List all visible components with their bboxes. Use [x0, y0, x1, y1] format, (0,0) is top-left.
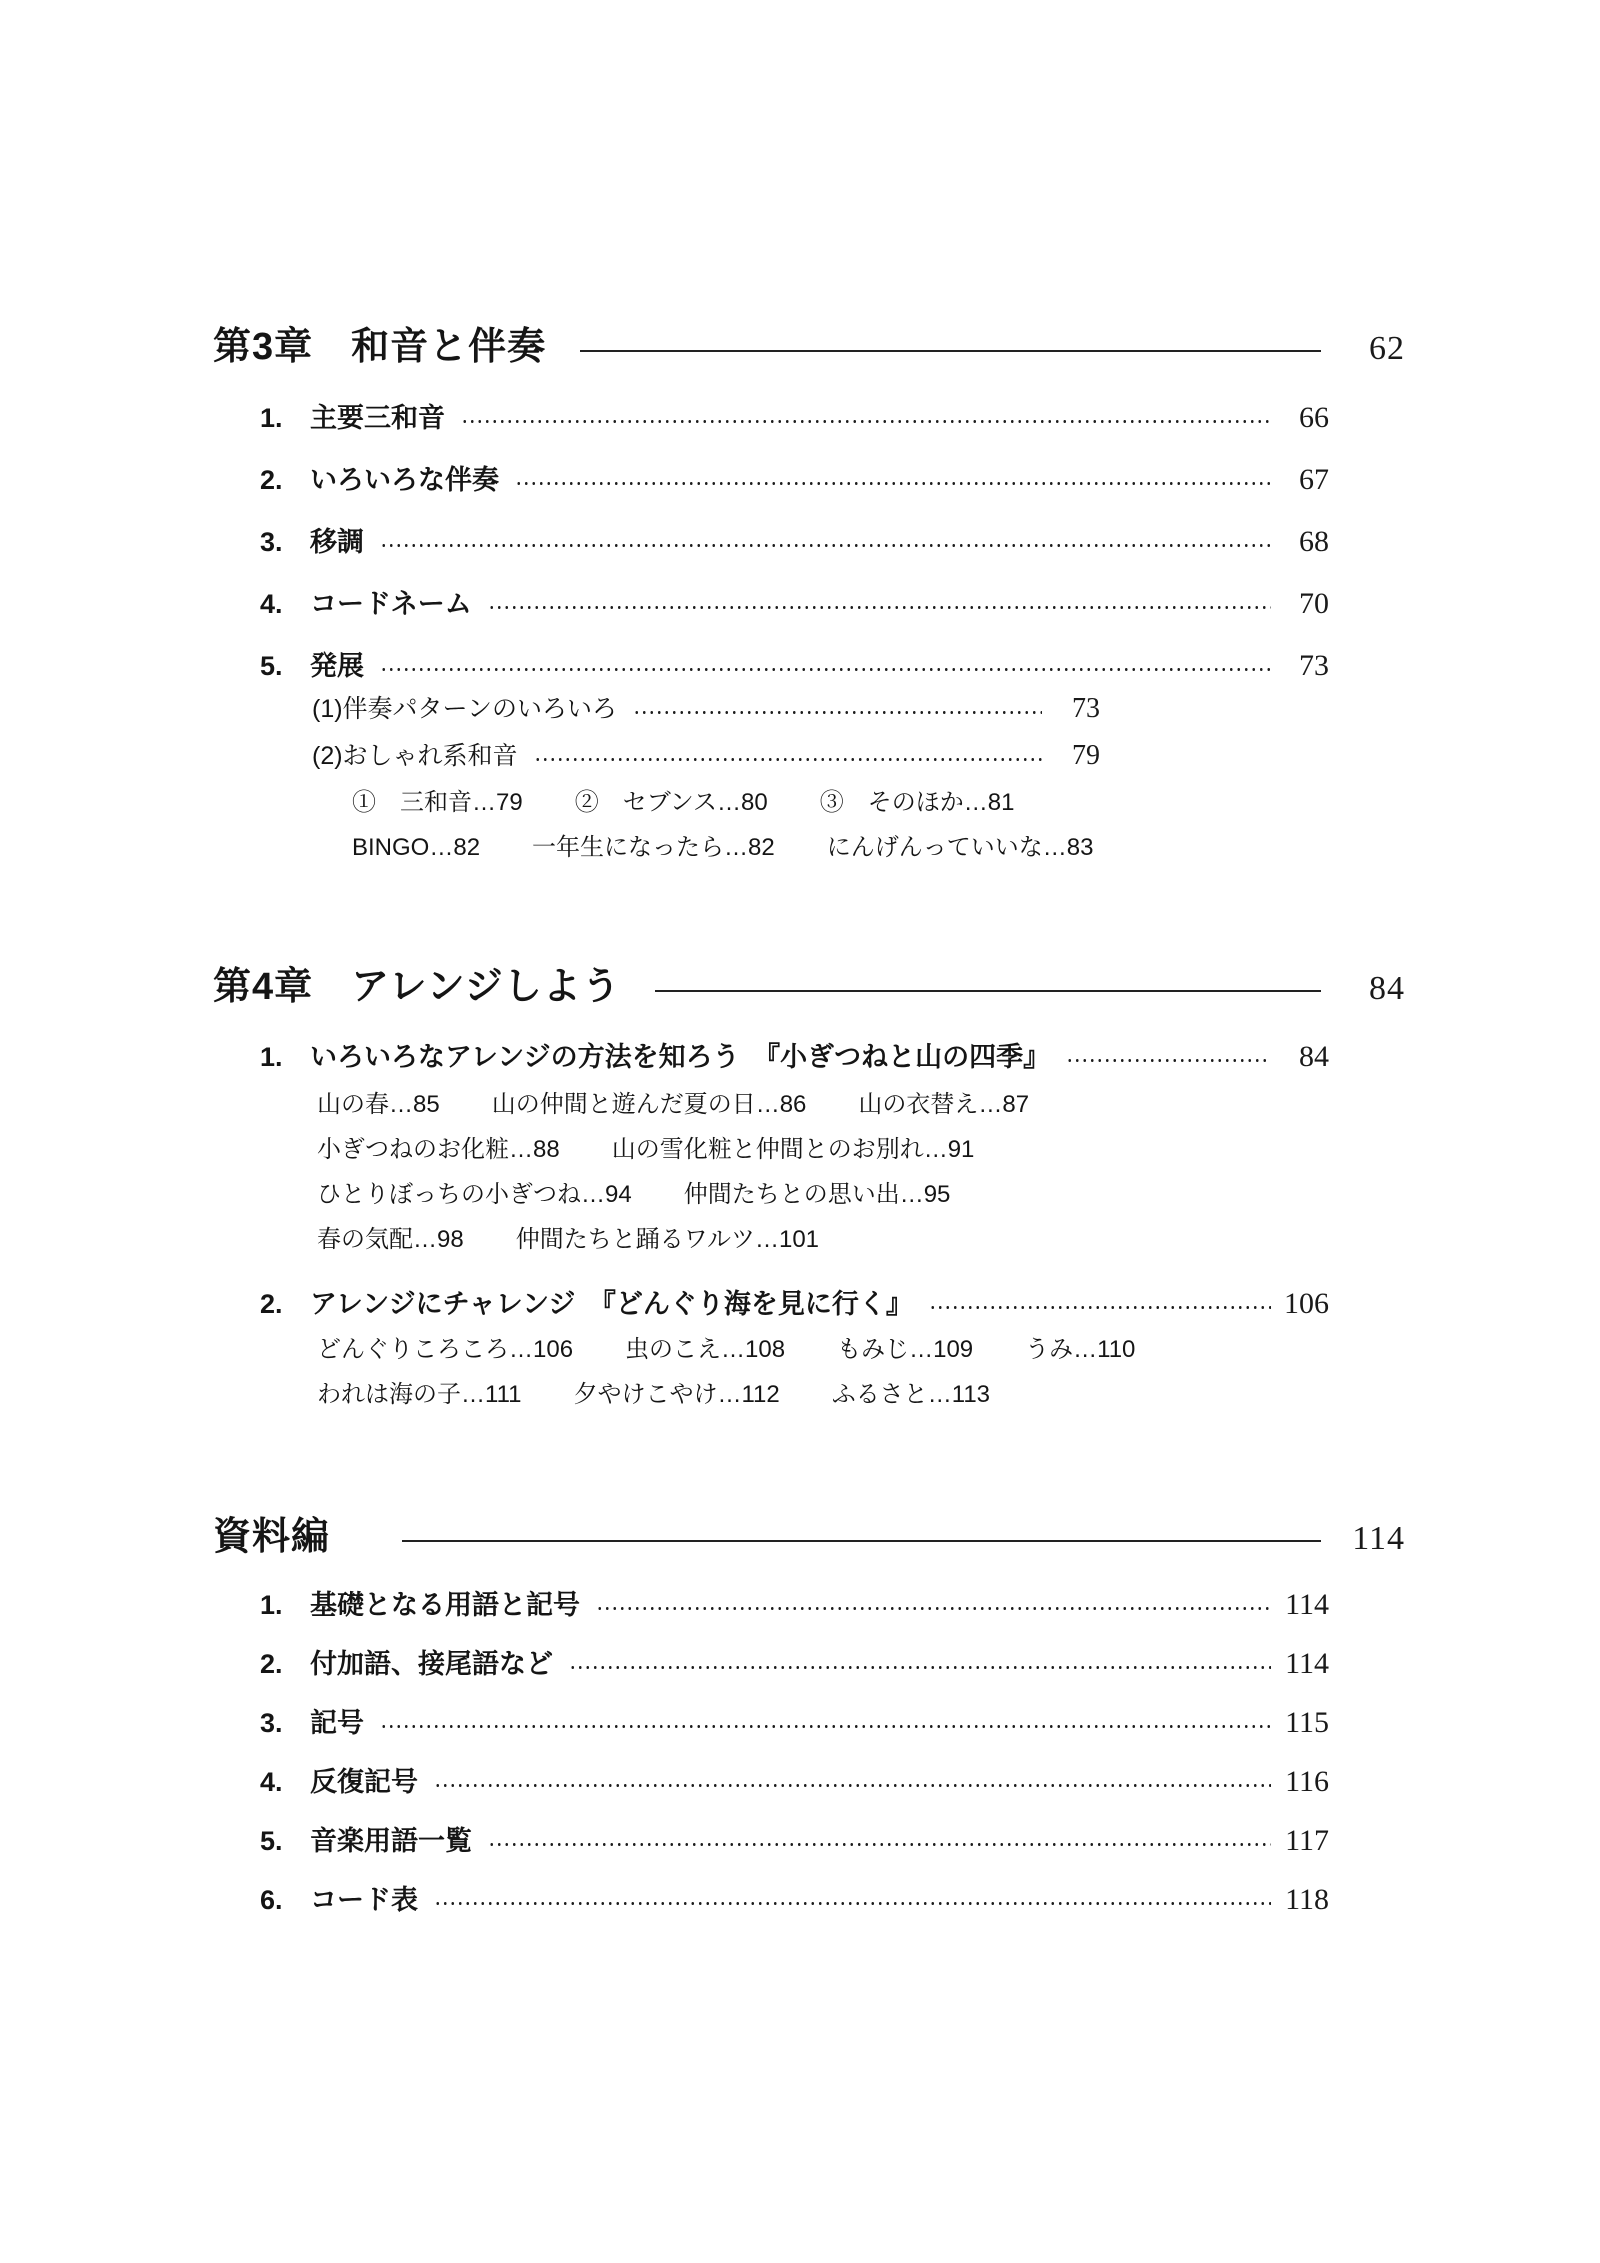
subitem-page-number: 73	[1072, 693, 1100, 724]
song-entry: 小ぎつねのお化粧…88	[317, 1136, 560, 1163]
item-title: アレンジにチャレンジ 『どんぐり海を見に行く』	[310, 1289, 913, 1319]
song-entry: 虫のこえ…108	[625, 1336, 786, 1363]
item-title: 付加語、接尾語など	[310, 1649, 553, 1679]
item-page-number: 84	[1299, 1040, 1329, 1073]
item-title: 音楽用語一覧	[310, 1826, 472, 1856]
item-title: 記号	[310, 1708, 364, 1738]
song-entry: 春の気配…98	[317, 1226, 464, 1253]
toc-item	[260, 525, 1329, 559]
dotted-leader	[380, 544, 1271, 547]
subitem-title: (1)伴奏パターンのいろいろ	[312, 695, 618, 723]
song-entry: ② セブンス…80	[574, 789, 768, 816]
song-list-line	[317, 1089, 1405, 1120]
section-chapter-4	[213, 965, 1405, 1410]
toc-item	[260, 463, 1329, 497]
item-page-number: 114	[1285, 1588, 1329, 1621]
item-number: 6.	[260, 1885, 283, 1915]
toc-item	[260, 1287, 1329, 1321]
item-page-number: 118	[1285, 1883, 1329, 1916]
item-title: いろいろな伴奏	[310, 465, 499, 495]
dotted-leader	[380, 668, 1271, 671]
song-list-line	[352, 787, 1405, 818]
item-number: 2.	[260, 465, 283, 495]
dotted-leader	[534, 758, 1042, 761]
song-entry: 夕やけこやけ…112	[573, 1381, 780, 1408]
toc-subitem	[312, 693, 1100, 725]
song-entry: 山の仲間と遊んだ夏の日…86	[491, 1091, 807, 1118]
section-chapter-3	[213, 325, 1405, 863]
chapter-4-page-number: 84	[1369, 970, 1405, 1007]
dotted-leader	[488, 1843, 1271, 1846]
item-page-number: 106	[1284, 1287, 1329, 1320]
item-number: 1.	[260, 1590, 283, 1620]
item-title: コードネーム	[310, 589, 472, 619]
item-number: 2.	[260, 1649, 283, 1679]
toc-item	[260, 1824, 1329, 1858]
item-title: 移調	[310, 527, 364, 557]
song-entry: 山の春…85	[317, 1091, 440, 1118]
toc-item	[260, 587, 1329, 621]
toc-item	[260, 1647, 1329, 1681]
dotted-leader	[434, 1902, 1271, 1905]
dotted-leader	[929, 1306, 1271, 1309]
item-page-number: 116	[1285, 1765, 1329, 1798]
song-entry: ① 三和音…79	[352, 789, 523, 816]
song-list-line	[317, 1134, 1405, 1165]
item-page-number: 117	[1285, 1824, 1329, 1857]
song-entry: 仲間たちとの思い出…95	[683, 1181, 951, 1208]
dotted-leader	[596, 1607, 1271, 1610]
toc-item	[260, 1706, 1329, 1740]
item-title: 反復記号	[310, 1767, 418, 1797]
chapter-3-title: 和音と伴奏	[351, 326, 547, 368]
chapter-4-heading	[213, 965, 1405, 1011]
reference-page-number: 114	[1352, 1520, 1405, 1557]
dotted-leader	[380, 1725, 1271, 1728]
song-entry: にんげんっていいな…83	[826, 834, 1094, 861]
item-number: 2.	[260, 1289, 283, 1319]
dotted-leader	[434, 1784, 1271, 1787]
item-page-number: 70	[1299, 587, 1329, 620]
item-page-number: 67	[1299, 463, 1329, 496]
chapter-3-heading	[213, 325, 1405, 371]
item-number: 5.	[260, 1826, 283, 1856]
chapter-3-page-number: 62	[1369, 330, 1405, 367]
chapter-4-label: 第4章	[213, 966, 314, 1008]
heading-rule	[655, 990, 1321, 992]
song-list-line	[317, 1334, 1405, 1365]
song-entry: BINGO…82	[352, 834, 481, 861]
toc-subitem	[312, 740, 1100, 772]
item-title: 発展	[310, 651, 364, 681]
dotted-leader	[633, 711, 1042, 714]
toc-item	[260, 1765, 1329, 1799]
song-entry: うみ…110	[1025, 1336, 1136, 1363]
song-list-line	[317, 1379, 1405, 1410]
chapter-4-title: アレンジしよう	[351, 966, 621, 1008]
toc-item	[260, 649, 1329, 683]
reference-heading	[213, 1515, 1405, 1561]
item-number: 4.	[260, 1767, 283, 1797]
song-entry: ふるさと…113	[831, 1381, 991, 1408]
dotted-leader	[569, 1666, 1271, 1669]
song-entry: 一年生になったら…82	[532, 834, 775, 861]
item-number: 1.	[260, 1042, 283, 1072]
dotted-leader	[488, 606, 1271, 609]
item-title: 主要三和音	[310, 403, 445, 433]
song-entry: 山の雪化粧と仲間とのお別れ…91	[611, 1136, 975, 1163]
item-page-number: 66	[1299, 401, 1329, 434]
heading-rule	[580, 350, 1321, 352]
song-entry: ひとりぼっちの小ぎつね…94	[317, 1181, 632, 1208]
item-title: コード表	[310, 1885, 418, 1915]
item-number: 1.	[260, 403, 283, 433]
item-number: 4.	[260, 589, 283, 619]
item-page-number: 115	[1285, 1706, 1329, 1739]
item-title: 基礎となる用語と記号	[310, 1590, 580, 1620]
toc-item	[260, 1883, 1329, 1917]
reference-label: 資料編	[213, 1516, 331, 1558]
song-entry: 仲間たちと踊るワルツ…101	[515, 1226, 820, 1253]
subitem-title: (2)おしゃれ系和音	[312, 742, 518, 770]
item-page-number: 114	[1285, 1647, 1329, 1680]
item-page-number: 68	[1299, 525, 1329, 558]
song-entry: われは海の子…111	[317, 1381, 522, 1408]
dotted-leader	[1066, 1059, 1271, 1062]
song-entry: どんぐりころころ…106	[317, 1336, 574, 1363]
toc-item	[260, 1040, 1329, 1074]
item-title: いろいろなアレンジの方法を知ろう 『小ぎつねと山の四季』	[310, 1042, 1051, 1072]
item-number: 3.	[260, 527, 283, 557]
song-entry: もみじ…109	[837, 1336, 974, 1363]
toc-item	[260, 401, 1329, 435]
song-list-line	[317, 1224, 1405, 1255]
section-reference	[213, 1515, 1405, 1917]
song-list-line	[352, 832, 1405, 863]
song-entry: 山の衣替え…87	[858, 1091, 1030, 1118]
dotted-leader	[461, 420, 1271, 423]
toc-item	[260, 1588, 1329, 1622]
item-number: 3.	[260, 1708, 283, 1738]
dotted-leader	[515, 482, 1271, 485]
song-entry: ③ そのほか…81	[819, 789, 1015, 816]
item-number: 5.	[260, 651, 283, 681]
song-list-line	[317, 1179, 1405, 1210]
heading-rule	[402, 1540, 1321, 1542]
chapter-3-label: 第3章	[213, 326, 314, 368]
table-of-contents	[213, 325, 1405, 1917]
subitem-page-number: 79	[1072, 740, 1100, 771]
item-page-number: 73	[1299, 649, 1329, 682]
